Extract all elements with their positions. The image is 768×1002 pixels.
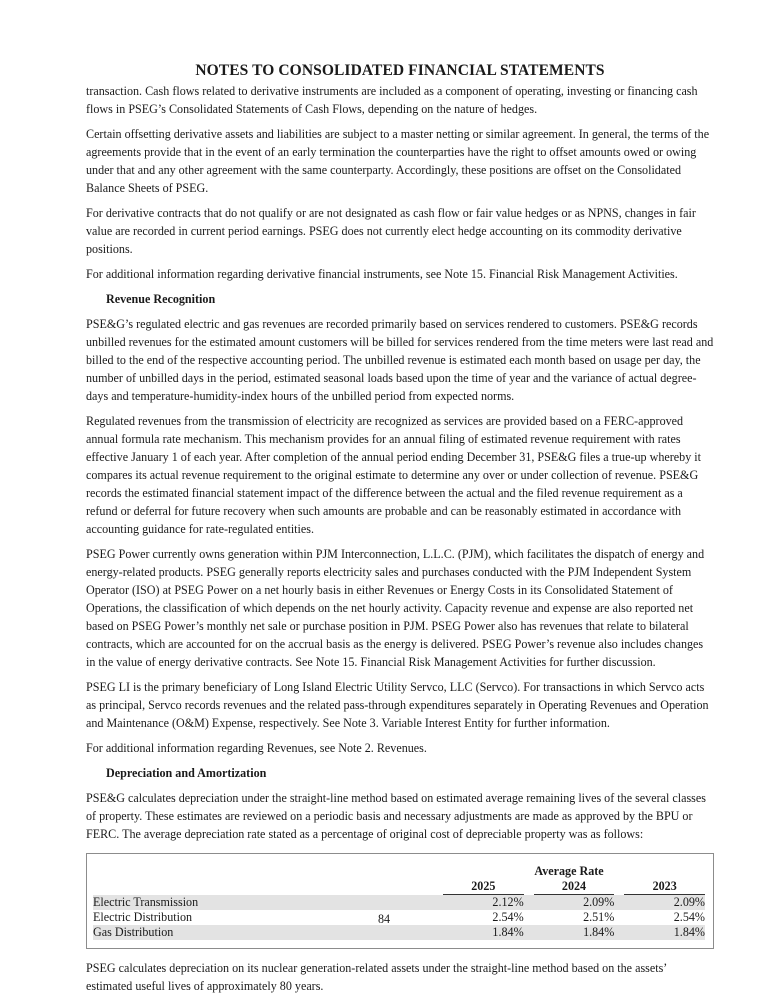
column-header-2025: 2025 (433, 879, 524, 895)
paragraph-transmission-revenue: Regulated revenues from the transmission of electricity are recognized as services are provided based on a FERC-approved annual formula rate mechanism. This mechanism provides for an annual filing of estimated revenue requirement with rates effective January 1 of each year. After completion of the annual period ending December 31, PSE&G files a true-up whereby it compares its actual revenue requirement to the original estimate to determine any over or under collection of revenue. PSE&G records the estimated financial statement impact of the difference between the actual and the filed revenue requirement as a refund or deferral for future recovery when such amounts are probable and can be reasonably estimated in accordance with accounting guidance for rate-regulated entities. (86, 414, 701, 536)
page-number: 84 (377, 912, 391, 926)
table-group-header: Average Rate (534, 864, 604, 878)
column-header-2023: 2023 (614, 879, 705, 895)
cell-value: 2.51% (583, 910, 615, 924)
paragraph-revenue-reference: For additional information regarding Revenues, see Note 2. Revenues. (86, 741, 427, 755)
page-title: NOTES TO CONSOLIDATED FINANCIAL STATEMENTS (195, 62, 605, 79)
cell-value: 2.09% (524, 895, 615, 910)
cell-value: 1.84% (524, 925, 615, 940)
cell-value: 2.12% (433, 895, 524, 910)
row-label: Electric Transmission (93, 895, 433, 910)
table-row (93, 925, 705, 940)
cell-value: 1.84% (433, 925, 524, 940)
row-label: Electric Distribution (93, 910, 193, 924)
cell-value: 2.54% (492, 910, 524, 924)
depreciation-rate-table-box (86, 853, 714, 949)
cell-value: 2.54% (673, 910, 705, 924)
paragraph-unbilled-revenue: PSE&G’s regulated electric and gas revenues are recorded primarily based on services rendered to customers. PSE&G records unbilled revenues for the estimated amount customers will be billed for services rendered from the time meters were last read and billed to the end of the respective accounting period. The unbilled revenue is estimated each month based on usage per day, the number of unbilled days in the period, estimated seasonal loads based upon the time of year and the variance of actual degree-days and temperature-humidity-index hours of the unbilled period from expected norms. (86, 317, 714, 403)
column-header-2024: 2024 (524, 879, 615, 895)
table-row (93, 895, 705, 910)
depreciation-rate-table (93, 864, 705, 940)
paragraph-pseg-power: PSEG Power currently owns generation within PJM Interconnection, L.L.C. (PJM), which facilitates the dispatch of energy and energy-related products. PSEG generally reports electricity sales and purchases conducted with the PJM Independent System Operator (ISO) at PSEG Power on a net hourly basis in either Revenues or Energy Costs in its Consolidated Statement of Operations, the classification of which depends on the net hourly activity. Capacity revenue and expense are also reported net based on PSEG Power’s monthly net sale or purchase position in PJM. PSEG Power also has revenues that relate to bilateral contracts, which are accounted for on the accrual basis as the energy is delivered. PSEG Power’s revenue also includes changes in the value of energy derivative contracts. See Note 15. Financial Risk Management Activities for further discussion. (86, 547, 705, 669)
section-heading-depreciation: Depreciation and Amortization (106, 766, 267, 780)
paragraph-cash-flows: transaction. Cash flows related to derivative instruments are included as a component of operating, investing or financing cash flows in PSEG’s Consolidated Statements of Cash Flows, depending on the nature of hedges. (86, 84, 698, 116)
table-group-header-row (93, 864, 705, 879)
document-page (86, 62, 714, 1002)
cell-value: 2.09% (614, 895, 705, 910)
paragraph-depreciation-method: PSE&G calculates depreciation under the straight-line method based on estimated average remaining lives of the several classes of property. These estimates are reviewed on a periodic basis and necessary adjustments are made as approved by the BPU or FERC. The average depreciation rate stated as a percentage of original cost of depreciable property was as follows: (86, 791, 706, 841)
row-label: Gas Distribution (93, 925, 433, 940)
paragraph-derivative-reference: For additional information regarding derivative financial instruments, see Note 15. Financial Risk Management Activities. (86, 267, 678, 281)
paragraph-pseg-li: PSEG LI is the primary beneficiary of Long Island Electric Utility Servco, LLC (Servco). For transactions in which Servco acts as principal, Servco records revenues and the related pass-through expenditures separately in Operating Revenues and Operation and Maintenance (O&M) Expense, respectively. See Note 3. Variable Interest Entity for further information. (86, 680, 709, 730)
section-heading-revenue-recognition: Revenue Recognition (106, 292, 216, 306)
cell-value: 1.84% (614, 925, 705, 940)
table-header-row (93, 879, 705, 895)
paragraph-non-qualifying-derivatives: For derivative contracts that do not qualify or are not designated as cash flow or fair value hedges or as NPNS, changes in fair value are recorded in current period earnings. PSEG does not currently elect hedge accounting on its commodity derivative positions. (86, 206, 696, 256)
paragraph-nuclear-depreciation: PSEG calculates depreciation on its nuclear generation-related assets under the straight-line method based on the assets’ estimated useful lives of approximately 80 years. (86, 961, 667, 993)
paragraph-offsetting: Certain offsetting derivative assets and liabilities are subject to a master netting or similar agreement. In general, the terms of the agreements provide that in the event of an early termination the counterparties have the right to offset amounts owed or owing under that and any other agreement with the same counterparty. Accordingly, these positions are offset on the Consolidated Balance Sheets of PSEG. (86, 127, 710, 195)
